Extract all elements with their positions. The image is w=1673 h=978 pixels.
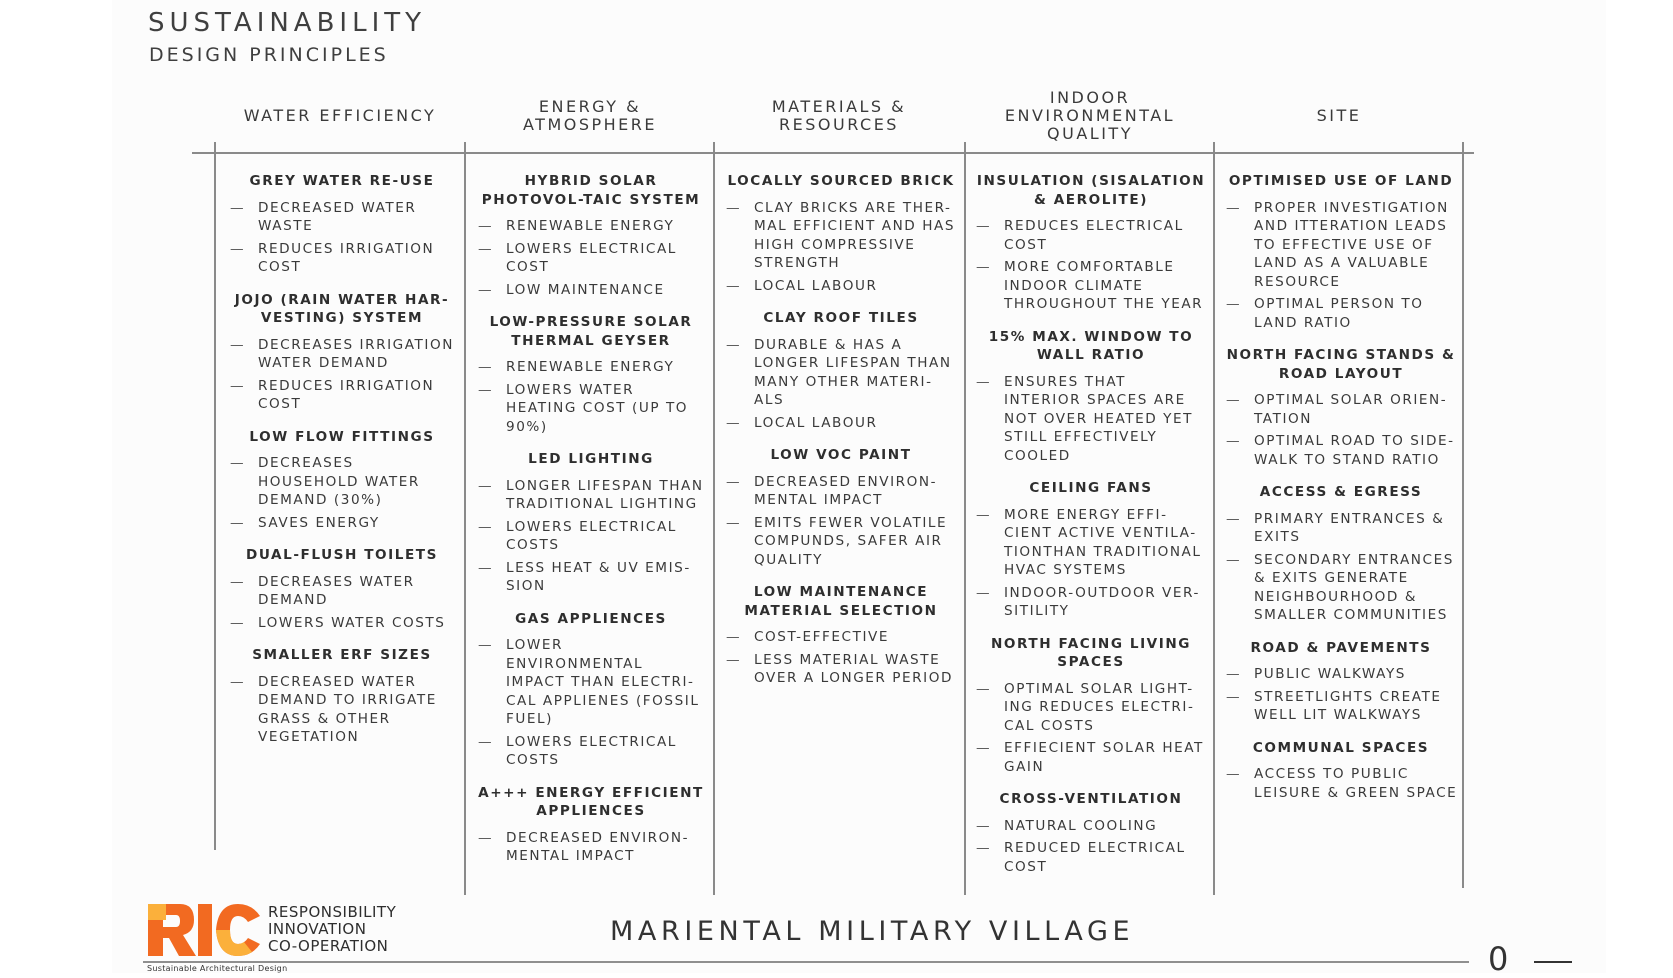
dash-bullet-icon: — [726,473,742,490]
principle-item-text: EFFIECIENT SOLAR HEAT GAIN [1004,740,1204,775]
principle-item [1224,688,1458,725]
dash-bullet-icon: — [976,218,992,234]
principle-item-text: DECREASES WATER DEMAND [258,573,415,608]
principle-item [476,733,706,770]
dash-bullet-icon: — [726,629,742,645]
project-title: MARIENTAL MILITARY VILLAGE [610,916,1135,947]
principle-section [1224,346,1458,469]
dash-bullet-icon: — [726,414,742,431]
dash-bullet-icon: — [1226,510,1242,527]
principle-item-text: DECREASED WATER WASTE [258,199,417,234]
principle-item-text: PUBLIC WALKWAYS [1254,666,1406,682]
page-title: SUSTAINABILITY [148,8,427,38]
principle-item [1224,665,1458,684]
dash-bullet-icon: — [976,584,992,601]
principle-item-text: LOW MAINTENANCE [506,281,665,298]
principle-item [724,199,958,273]
principle-title: 15% MAX. WINDOW TO WALL RATIO [988,328,1194,363]
principle-item [724,651,958,688]
principle-item-text: LOWERS WATER COSTS [258,614,446,631]
dash-bullet-icon: — [230,514,246,531]
column-heading-water: WATER EFFICIENCY [243,106,437,125]
principle-title: NORTH FACING STANDS & ROAD LAYOUT [1226,347,1456,382]
principle-item [1224,295,1458,332]
principle-title: CLAY ROOF TILES [763,310,919,326]
principle-item-text: DURABLE & HAS A LONGER LIFESPAN THAN MANY OTHER MATERI-ALS [754,336,952,408]
principle-title: LOW-PRESSURE SOLAR THERMAL GEYSER [489,314,693,349]
principle-item-text: RENEWABLE ENERGY [506,359,675,375]
principle-section [476,172,706,299]
principle-item [476,559,706,596]
principle-item [476,240,706,277]
principle-item [1224,199,1458,292]
principle-section [974,790,1208,876]
principle-item-text: LOCAL LABOUR [754,277,878,294]
dash-bullet-icon: — [976,506,992,523]
dash-bullet-icon: — [976,740,992,756]
column-divider [1462,142,1464,888]
principle-item-text: ENSURES THAT INTERIOR SPACES ARE NOT OVER HEATED YET STILL EFFECTIVELY COOLED [1004,373,1193,464]
dash-bullet-icon: — [478,240,494,257]
principle-title: HYBRID SOLAR PHOTOVOL-TAIC SYSTEM [481,173,701,208]
column-divider [1213,142,1215,895]
principle-item [228,573,456,610]
header-divider [192,152,1474,154]
principle-item-text: INDOOR-OUTDOOR VER-SITILITY [1004,584,1200,619]
dash-bullet-icon: — [478,637,494,653]
dash-bullet-icon: — [478,218,494,234]
dash-bullet-icon: — [478,477,494,494]
logo-text-line: CO-OPERATION [268,937,389,955]
principle-item [1224,432,1458,469]
principle-title: OPTIMISED USE OF LAND [1228,173,1454,189]
dash-bullet-icon: — [230,377,246,394]
logo-text-line: RESPONSIBILITY [268,903,397,921]
principle-item-text: SAVES ENERGY [258,514,380,531]
principle-item-text: DECREASED ENVIRON-MENTAL IMPACT [506,829,690,864]
principle-item [974,584,1208,621]
dash-bullet-icon: — [1226,688,1242,705]
logo-tagline: Sustainable Architectural Design [147,964,288,973]
principle-item [724,336,958,410]
principle-item-text: DECREASED ENVIRON-MENTAL IMPACT [754,473,938,508]
principle-section [1224,739,1458,803]
principle-item-text: REDUCES IRRIGATION COST [258,377,435,412]
logo-text [268,904,396,955]
dash-bullet-icon: — [478,733,494,750]
principle-item-text: REDUCES ELECTRICAL COST [1004,218,1184,253]
dash-bullet-icon: — [1226,433,1242,449]
column-indoor-environmental-quality [974,172,1208,890]
dash-bullet-icon: — [478,359,494,375]
dash-bullet-icon: — [1226,766,1242,782]
principle-item-text: EMITS FEWER VOLATILE COMPUNDS, SAFER AIR QUALITY [754,514,948,568]
principle-item-text: OPTIMAL ROAD TO SIDE-WALK TO STAND RATIO [1254,433,1455,468]
principle-item [974,680,1208,736]
principle-item-text: LESS HEAT & UV EMIS-SION [506,559,691,594]
dash-bullet-icon: — [230,573,246,590]
principle-section [1224,172,1458,332]
principle-item-text: LOCAL LABOUR [754,414,878,431]
principle-section [476,784,706,866]
dash-bullet-icon: — [976,680,992,697]
principle-item-text: LOWERS WATER HEATING COST (UP TO 90%) [506,381,689,435]
dash-bullet-icon: — [478,381,494,398]
principle-item [476,477,706,514]
dash-bullet-icon: — [726,277,742,294]
principle-item-text: MORE ENERGY EFFI-CIENT ACTIVE VENTILA-TIONTHAN TRADITIONAL HVAC SYSTEMS [1004,506,1202,578]
principle-item [1224,551,1458,625]
principle-item-text: NATURAL COOLING [1004,817,1158,834]
dash-bullet-icon: — [1226,199,1242,216]
principle-item-text: LOWERS ELECTRICAL COSTS [506,733,677,768]
principle-item-text: LESS MATERIAL WASTE OVER A LONGER PERIOD [754,651,953,686]
principle-title: INSULATION (SISALATION & AEROLITE) [976,173,1206,208]
dash-bullet-icon: — [976,840,992,856]
principle-title: GAS APPLIENCES [515,610,667,627]
dash-bullet-icon: — [478,518,494,535]
principle-section [476,610,706,770]
principle-item-text: DECREASES IRRIGATION WATER DEMAND [258,336,454,371]
principle-title: LOCALLY SOURCED BRICK [727,173,955,189]
principle-section [1224,483,1458,625]
dash-bullet-icon: — [478,559,494,576]
dash-bullet-icon: — [1226,666,1242,682]
dash-bullet-icon: — [1226,392,1242,408]
principle-title: JOJO (RAIN WATER HAR-VESTING) SYSTEM [234,291,450,326]
principle-item [974,739,1208,776]
column-divider [214,142,216,850]
principle-title: A+++ ENERGY EFFICIENT APPLIENCES [478,784,704,819]
dash-bullet-icon: — [1226,551,1242,568]
principle-item-text: PROPER INVESTIGATION AND ITTERATION LEADS TO EFFECTIVE USE OF LAND AS A VALUABLE RESOURCE [1254,199,1449,290]
principle-item-text: LOWERS ELECTRICAL COST [506,240,677,275]
principle-item [724,414,958,433]
principle-title: ROAD & PAVEMENTS [1250,639,1432,656]
principle-item-text: ACCESS TO PUBLIC LEISURE & GREEN SPACE [1254,766,1458,801]
logo-text-line: INNOVATION [268,920,367,938]
dash-bullet-icon: — [726,336,742,353]
principle-section [476,313,706,436]
principle-title: CEILING FANS [1029,480,1153,496]
principle-title: CROSS-VENTILATION [999,791,1183,807]
principle-item [228,199,456,236]
principle-item-text: OPTIMAL SOLAR ORIEN-TATION [1254,392,1448,427]
principle-title: NORTH FACING LIVING SPACES [990,635,1191,670]
dash-bullet-icon: — [976,373,992,390]
principle-item-text: CLAY BRICKS ARE THER-MAL EFFICIENT AND HAS HIGH COMPRESSIVE STRENGTH [754,199,955,271]
column-materials-resources [724,172,958,702]
principle-section [1224,639,1458,725]
dash-bullet-icon: — [726,199,742,216]
page-number-rule [1534,961,1572,963]
principle-item [228,514,456,533]
dash-bullet-icon: — [976,259,992,275]
principle-item-text: REDUCES IRRIGATION COST [258,240,435,275]
principle-item [974,258,1208,314]
dash-bullet-icon: — [230,199,246,216]
column-water-efficiency [228,172,456,761]
principle-item [724,514,958,570]
dash-bullet-icon: — [230,673,246,690]
principle-title: LED LIGHTING [528,451,654,467]
dash-bullet-icon: — [230,455,246,471]
principle-item-text: COST-EFFECTIVE [754,629,889,645]
principle-item [476,829,706,866]
column-divider [713,142,715,895]
principle-item-text: DECREASES HOUSEHOLD WATER DEMAND (30%) [258,455,420,508]
principle-item-text: OPTIMAL PERSON TO LAND RATIO [1254,296,1424,331]
dash-bullet-icon: — [230,614,246,631]
principle-item-text: MORE COMFORTABLE INDOOR CLIMATE THROUGHOUT THE YEAR [1004,259,1204,312]
principle-section [724,446,958,569]
principle-section [974,635,1208,777]
principle-section [228,172,456,277]
principle-title: ACCESS & EGRESS [1259,484,1423,500]
principle-item [476,518,706,555]
principle-item [974,839,1208,876]
principle-title: COMMUNAL SPACES [1252,739,1430,756]
principle-item [1224,510,1458,547]
principle-item-text: PRIMARY ENTRANCES & EXITS [1254,510,1445,545]
principle-section [974,328,1208,466]
principle-item [974,373,1208,466]
principle-section [228,546,456,632]
principle-item [724,628,958,647]
principle-title: GREY WATER RE-USE [249,173,435,189]
page-subtitle: DESIGN PRINCIPLES [149,44,389,66]
principle-item [1224,765,1458,802]
dash-bullet-icon: — [976,817,992,834]
principle-item [228,377,456,414]
principle-section [974,479,1208,621]
principle-section [228,646,456,747]
column-heading-ieq: INDOOR ENVIRONMENTAL QUALITY [1004,88,1176,143]
principle-section [228,428,456,533]
column-heading-site: SITE [1316,106,1362,125]
principle-item [974,506,1208,580]
principle-item [228,240,456,277]
column-site [1224,172,1458,816]
column-heading-energy: ENERGY & ATMOSPHERE [522,97,658,134]
principle-title: LOW MAINTENANCE MATERIAL SELECTION [744,584,938,619]
principle-item-text: LOWERS ELECTRICAL COSTS [506,518,677,553]
column-divider [964,142,966,895]
principle-title: LOW FLOW FITTINGS [249,428,435,445]
principle-item [724,277,958,296]
dash-bullet-icon: — [726,651,742,668]
principle-item-text: SECONDARY ENTRANCES & EXITS GENERATE NEIGHBOURHOOD & SMALLER COMMUNITIES [1254,551,1454,623]
principle-title: LOW VOC PAINT [770,447,912,463]
principle-item [476,358,706,377]
principle-item-text: RENEWABLE ENERGY [506,218,675,234]
principle-section [228,291,456,414]
column-energy-atmosphere [476,172,706,880]
dash-bullet-icon: — [478,829,494,846]
principle-item-text: LOWER ENVIRONMENTAL IMPACT THAN ELECTRI-CAL APPLIENES (FOSSIL FUEL) [506,637,700,727]
principle-title: DUAL-FLUSH TOILETS [246,547,438,563]
principle-item [228,336,456,373]
principle-item [228,454,456,510]
principle-item [228,614,456,633]
principle-item [476,281,706,300]
page-number: 0 [1488,940,1509,978]
ric-logo [146,900,262,958]
principle-section [724,172,958,295]
dash-bullet-icon: — [230,240,246,257]
principle-item-text: REDUCED ELECTRICAL COST [1004,840,1186,875]
column-divider [464,142,466,895]
principle-item [1224,391,1458,428]
principle-item [476,217,706,236]
principle-item-text: STREETLIGHTS CREATE WELL LIT WALKWAYS [1254,688,1442,723]
principle-section [724,583,958,688]
principle-section [724,309,958,432]
dash-bullet-icon: — [726,514,742,531]
principle-section [476,450,706,596]
principle-item [974,817,1208,836]
principle-item [476,381,706,437]
principle-title: SMALLER ERF SIZES [252,647,432,663]
principle-item [724,473,958,510]
dash-bullet-icon: — [1226,296,1242,312]
dash-bullet-icon: — [230,336,246,353]
column-heading-materials: MATERIALS & RESOURCES [771,97,907,134]
dash-bullet-icon: — [478,281,494,298]
principle-item-text: OPTIMAL SOLAR LIGHT-ING REDUCES ELECTRI-CAL COSTS [1004,680,1195,734]
principle-item-text: DECREASED WATER DEMAND TO IRRIGATE GRASS & OTHER VEGETATION [258,673,437,745]
principle-item [476,636,706,729]
principle-item [974,217,1208,254]
footer-rule [143,961,1469,963]
principle-section [974,172,1208,314]
principle-item [228,673,456,747]
principle-item-text: LONGER LIFESPAN THAN TRADITIONAL LIGHTING [506,477,704,512]
